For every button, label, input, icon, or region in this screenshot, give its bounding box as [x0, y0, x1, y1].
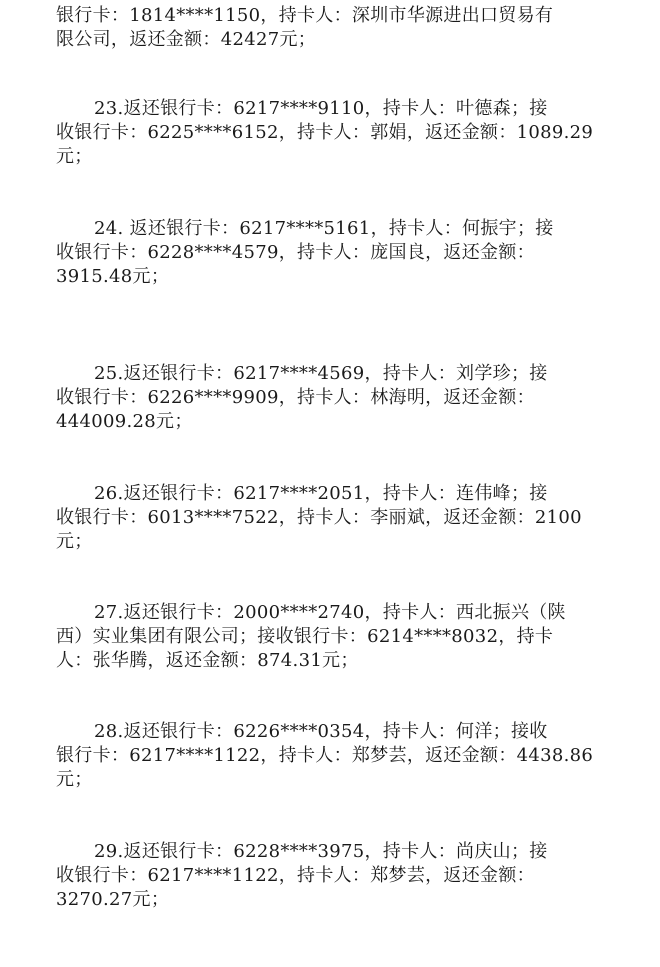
text-line: 27.返还银行卡：2000****2740，持卡人：西北振兴（陕: [94, 602, 566, 623]
text-line: 人：张华腾，返还金额：874.31元；: [56, 650, 359, 671]
paragraph-26: [56, 482, 616, 554]
text-line: 西）实业集团有限公司；接收银行卡：6214****8032，持卡: [56, 626, 554, 647]
paragraph-25: [56, 362, 616, 434]
text-line: 收银行卡：6225****6152，持卡人：郭娟，返还金额：1089.29: [56, 122, 594, 143]
paragraph-28: [56, 720, 616, 792]
text-line: 444009.28元；: [56, 411, 193, 432]
paragraph-29: [56, 840, 616, 912]
text-line: 银行卡：1814****1150，持卡人：深圳市华源进出口贸易有: [56, 5, 554, 26]
text-line: 收银行卡：6013****7522，持卡人：李丽斌，返还金额：2100: [56, 507, 582, 528]
paragraph-27: [56, 601, 616, 673]
text-line: 收银行卡：6228****4579，持卡人：庞国良，返还金额：: [56, 242, 535, 263]
text-line: 29.返还银行卡：6228****3975，持卡人：尚庆山；接: [94, 841, 548, 862]
text-line: 24. 返还银行卡：6217****5161，持卡人：何振宇；接: [94, 218, 554, 239]
text-line: 28.返还银行卡：6226****0354，持卡人：何洋；接收: [94, 721, 548, 742]
text-line: 银行卡：6217****1122，持卡人：郑梦芸，返还金额：4438.86: [56, 745, 594, 766]
text-line: 收银行卡：6217****1122，持卡人：郑梦芸，返还金额：: [56, 865, 535, 886]
text-line: 26.返还银行卡：6217****2051，持卡人：连伟峰；接: [94, 483, 548, 504]
text-line: 3270.27元；: [56, 889, 170, 910]
text-line: 限公司，返还金额：42427元；: [56, 29, 317, 50]
text-line: 3915.48元；: [56, 266, 170, 287]
text-line: 25.返还银行卡：6217****4569，持卡人：刘学珍；接: [94, 363, 548, 384]
paragraph-24: [56, 217, 616, 289]
text-line: 收银行卡：6226****9909，持卡人：林海明，返还金额：: [56, 387, 535, 408]
text-line: 23.返还银行卡：6217****9110，持卡人：叶德森；接: [94, 98, 548, 119]
text-line: 元；: [56, 769, 93, 790]
paragraph-22-continued: [56, 4, 616, 52]
paragraph-23: [56, 97, 616, 169]
text-line: 元；: [56, 531, 93, 552]
text-line: 元；: [56, 146, 93, 167]
